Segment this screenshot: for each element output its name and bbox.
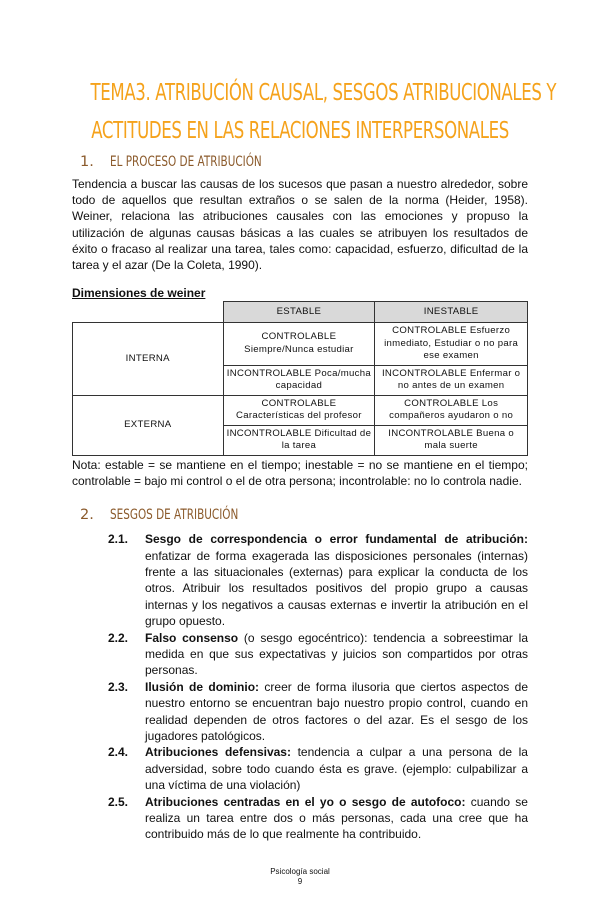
list-item bbox=[108, 531, 528, 629]
section-number: 1. bbox=[80, 154, 94, 170]
item-text: creer de forma ilusoria que ciertos aspectos de nuestro entorno se encuentran bajo nuestro propio control, cuando en realidad dependen de otros factores o del azar. Es el sesgo de los jugadores patológicos. bbox=[145, 679, 529, 743]
table-cell: CONTROLABLE Esfuerzo inmediato, Estudiar o no para ese examen bbox=[375, 323, 528, 366]
intro-paragraph: Tendencia a buscar las causas de los sucesos que pasan a nuestro alrededor, sobre todo de aquellos que resultan extraños o se salen de la norma (Heider, 1958). Weiner, relaciona las atribuciones causales con las emociones y propuso la utilización de algunas causas básicas a las cuales se atribuyen los resultados de éxito o fracaso al realizar una tarea, tales como: capacidad, esfuerzo, dificultad de la tarea y el azar (De la Coleta, 1990). bbox=[72, 177, 528, 273]
table-row bbox=[73, 395, 528, 425]
table-cell: INCONTROLABLE Buena o mala suerte bbox=[375, 425, 528, 455]
section-title: SESGOS DE ATRIBUCIÓN bbox=[110, 507, 239, 524]
column-header-inestable: INESTABLE bbox=[375, 302, 528, 323]
page-footer bbox=[0, 867, 600, 887]
list-item bbox=[108, 679, 528, 745]
list-item bbox=[108, 744, 528, 793]
item-number: 2.4. bbox=[108, 745, 129, 760]
table-cell: INCONTROLABLE Poca/mucha capacidad bbox=[223, 365, 375, 395]
row-header-interna: INTERNA bbox=[73, 323, 224, 396]
table-cell: CONTROLABLE Características del profesor bbox=[223, 395, 375, 425]
footer-subject: Psicología social bbox=[270, 866, 330, 876]
item-number: 2.1. bbox=[108, 532, 129, 547]
item-text: tendencia a culpar a una persona de la adversidad, sobre todo cuando ésta es grave. (ejemplo: culpabilizar a una víctima de una violación) bbox=[145, 745, 528, 793]
item-text: cuando se realiza un tarea entre dos o más personas, cada una cree que ha contribuido más de lo que realmente ha contribuido. bbox=[145, 794, 528, 842]
column-header-estable: ESTABLE bbox=[223, 302, 375, 323]
bias-list bbox=[108, 531, 528, 843]
item-term: Ilusión de dominio: bbox=[145, 679, 260, 694]
item-term: Atribuciones centradas en el yo o sesgo de autofoco: bbox=[145, 794, 466, 809]
table-cell: INCONTROLABLE Dificultad de la tarea bbox=[223, 425, 375, 455]
item-number: 2.2. bbox=[108, 630, 129, 645]
section-number: 2. bbox=[80, 507, 94, 524]
item-text: (o sesgo egocéntrico): tendencia a sobreestimar la medida en que sus expectativas y juicios son compartidos por otras personas. bbox=[145, 630, 529, 678]
item-text: enfatizar de forma exagerada las disposiciones personales (internas) frente a las situacionales (externas) para explicar la conducta de los otros. Atribuir los resultados positivos del propio grupo a causas internas y los negativos a causas externas e invertir la atribución en el grupo opuesto. bbox=[145, 548, 528, 629]
table-cell: CONTROLABLE Siempre/Nunca estudiar bbox=[223, 323, 375, 366]
document-title-line-1: TEMA3. ATRIBUCIÓN CAUSAL, SESGOS ATRIBUCIONALES Y bbox=[90, 80, 557, 106]
table-caption: Dimensiones de weiner bbox=[72, 286, 206, 301]
table-row bbox=[73, 323, 528, 366]
table-header-row bbox=[73, 302, 528, 323]
list-item bbox=[108, 794, 528, 843]
item-number: 2.3. bbox=[108, 679, 129, 694]
section-title: EL PROCESO DE ATRIBUCIÓN bbox=[110, 154, 262, 170]
item-term: Sesgo de correspondencia o error fundamental de atribución: bbox=[145, 532, 528, 547]
table-cell: CONTROLABLE Los compañeros ayudaron o no bbox=[375, 395, 528, 425]
table-cell: INCONTROLABLE Enfermar o no antes de un examen bbox=[375, 365, 528, 395]
row-header-externa: EXTERNA bbox=[73, 395, 224, 455]
item-number: 2.5. bbox=[108, 794, 129, 809]
section-2-heading bbox=[80, 505, 528, 525]
weiner-dimensions-table bbox=[72, 301, 528, 456]
table-corner bbox=[73, 302, 224, 323]
item-term: Falso consenso bbox=[145, 630, 239, 645]
list-item bbox=[108, 630, 528, 679]
table-note: Nota: estable = se mantiene en el tiempo; inestable = no se mantiene en el tiempo; controlable = bajo mi control o el de otra persona; incontrolable: no lo controla nadie. bbox=[72, 457, 528, 488]
document-title-line-2: ACTITUDES EN LAS RELACIONES INTERPERSONALES bbox=[91, 118, 509, 144]
page-number: 9 bbox=[297, 876, 303, 886]
section-1-heading bbox=[80, 152, 528, 172]
item-term: Atribuciones defensivas: bbox=[145, 745, 291, 760]
